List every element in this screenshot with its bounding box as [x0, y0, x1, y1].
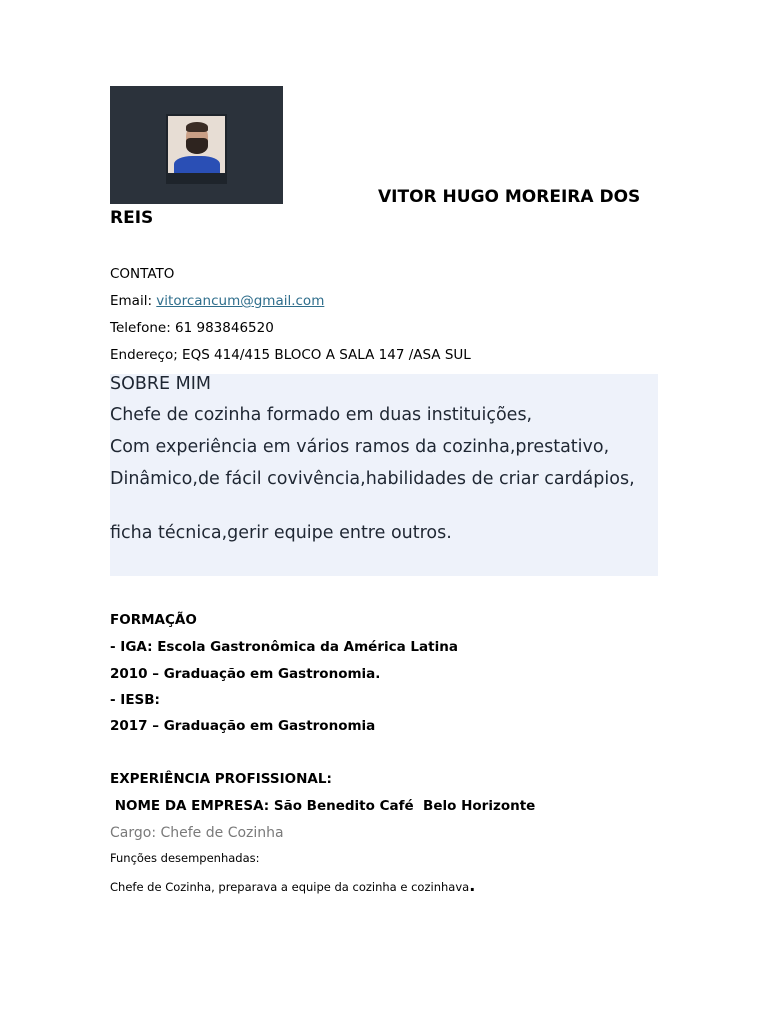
experience-company: NOME DA EMPRESA: São Benedito Café Belo Horizonte	[110, 798, 536, 814]
education-line: 2010 – Graduação em Gastronomia.	[110, 666, 381, 682]
email-link[interactable]: vitorcancum@gmail.com	[156, 293, 325, 309]
duties-text: Chefe de Cozinha, preparava a equipe da cozinha e cozinhava	[110, 880, 470, 894]
experience-duties-label: Funções desempenhadas:	[110, 851, 260, 865]
profile-photo	[166, 114, 227, 184]
duties-end: .	[469, 876, 476, 895]
education-heading: FORMAÇÃO	[110, 612, 197, 628]
contact-address: Endereço; EQS 414/415 BLOCO A SALA 147 /ASA SUL	[110, 347, 471, 363]
about-line: Com experiência em vários ramos da cozinha,prestativo,	[110, 437, 610, 457]
about-heading: SOBRE MIM	[110, 374, 212, 394]
education-line: - IGA: Escola Gastronômica da América Latina	[110, 639, 458, 655]
contact-phone: Telefone: 61 983846520	[110, 320, 274, 336]
contact-heading: CONTATO	[110, 266, 175, 282]
candidate-name: VITOR HUGO MOREIRA DOS REIS	[110, 187, 641, 228]
experience-heading: EXPERIÊNCIA PROFISSIONAL:	[110, 771, 332, 787]
experience-duties	[110, 876, 475, 895]
contact-email	[110, 293, 324, 309]
about-line: Chefe de cozinha formado em duas instituições,	[110, 405, 533, 425]
experience-role: Cargo: Chefe de Cozinha	[110, 825, 284, 841]
email-label: Email:	[110, 293, 157, 309]
profile-photo-image	[168, 116, 225, 173]
education-line: 2017 – Graduação em Gastronomia	[110, 718, 376, 734]
about-line: Dinâmico,de fácil covivência,habilidades de criar cardápios,	[110, 469, 635, 489]
education-line: - IESB:	[110, 692, 160, 708]
about-line: ficha técnica,gerir equipe entre outros.	[110, 523, 452, 543]
